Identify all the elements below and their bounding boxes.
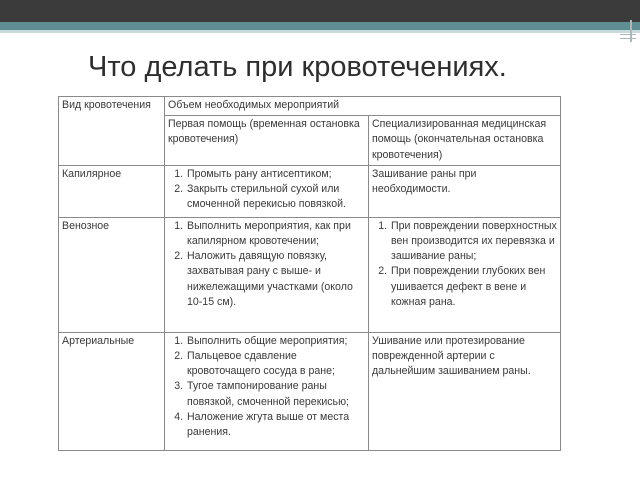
row-type-capillary: Капилярное <box>59 165 165 217</box>
row-type-venous: Венозное <box>59 217 165 332</box>
row-first-aid-cell <box>165 217 369 332</box>
list-item: 2. Наложить давящую повязку, захватывая рану с выше- и нижележащими участками (около 10-15 см). <box>186 249 365 310</box>
row-specialized-cell: Зашивание раны при необходимости. <box>369 165 561 217</box>
corner-decoration <box>600 20 636 46</box>
list-item: 1. Промыть рану антисептиком; <box>186 167 365 182</box>
list-item: 2. При повреждении глубоких вен ушивается дефект в вене и кожная рана. <box>390 264 557 310</box>
header-measures-volume: Объем необходимых мероприятий <box>165 97 561 116</box>
top-teal-bar <box>0 22 640 30</box>
top-light-bar <box>0 30 640 33</box>
list-item: 3. Тугое тампонирование раны повязкой, смоченной перекисью; <box>186 379 365 409</box>
header-row <box>59 97 561 116</box>
header-first-aid: Первая помощь (временная остановка кровотечения) <box>165 116 369 166</box>
table-row <box>59 217 561 332</box>
list-item: 1. Выполнить общие мероприятия; <box>186 334 365 349</box>
table-row <box>59 332 561 450</box>
list-item: 1. При повреждении поверхностных вен производится их перевязка и зашивание раны; <box>390 219 557 265</box>
list-item: 1. Выполнить мероприятия, как при капилярном кровотечении; <box>186 219 365 249</box>
row-specialized-cell: Ушивание или протезирование поврежденной артерии с дальнейшим зашиванием раны. <box>369 332 561 450</box>
header-specialized-care: Специализированная медицинская помощь (окончательная остановка кровотечения) <box>369 116 561 166</box>
list-item: 2. Закрыть стерильной сухой или смоченной перекисью повязкой. <box>186 182 365 212</box>
list-item: 4. Наложение жгута выше от места ранения. <box>186 410 365 440</box>
row-first-aid-cell <box>165 332 369 450</box>
first-aid-list <box>168 167 365 213</box>
row-type-arterial: Артериальные <box>59 332 165 450</box>
top-dark-bar <box>0 0 640 22</box>
first-aid-list <box>168 334 365 440</box>
table-row <box>59 165 561 217</box>
bleeding-table <box>58 96 561 451</box>
first-aid-list <box>168 219 365 310</box>
slide-title: Что делать при кровотечениях. <box>88 51 507 83</box>
specialized-list <box>372 219 557 310</box>
row-specialized-cell <box>369 217 561 332</box>
row-first-aid-cell <box>165 165 369 217</box>
list-item: 2. Пальцевое сдавление кровоточащего сосуда в ране; <box>186 349 365 379</box>
header-bleeding-type: Вид кровотечения <box>59 97 165 166</box>
